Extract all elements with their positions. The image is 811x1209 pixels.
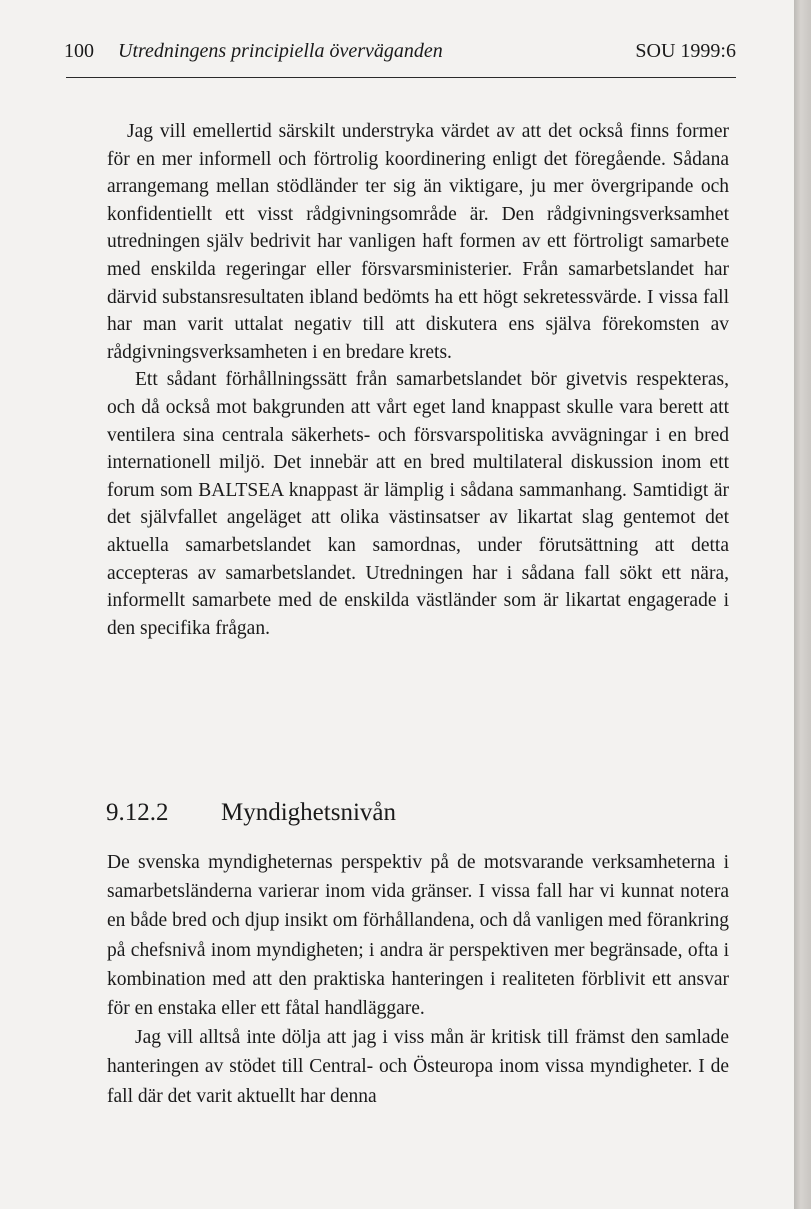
adjacent-page-edge <box>794 0 811 1209</box>
page-number: 100 <box>64 40 94 62</box>
section-body-text <box>107 848 729 1111</box>
series-reference: SOU 1999:6 <box>635 40 736 62</box>
paragraph: Ett sådant förhållningssätt från samarbetslandet bör givetvis respekteras, och då också mot bakgrunden att vårt eget land knappast skulle vara berett att ventilera sina centrala säkerhets- och försvarspolitiska avvägningar i en bred internationell miljö. Det innebär att en bred multilateral diskussion inom ett forum som BALTSEA knappast är lämplig i sådana sammanhang. Samtidigt är det självfallet angeläget att olika västinsatser av likartat slag gentemot det aktuella samarbetslandet kan samordnas, under förutsättning att detta accepteras av samarbetslandet. Utredningen har i sådana fall sökt ett nära, informellt samarbete med de enskilda västländer som är likartat engagerade i den specifika frågan. <box>107 369 729 639</box>
page-header <box>64 40 736 70</box>
header-rule <box>66 77 736 78</box>
paragraph: Jag vill emellertid särskilt understryka värdet av att det också finns former för en mer informell och förtrolig koordinering enligt det föregående. Sådana arrangemang mellan stödländer ter sig än viktigare, ju mer övergripande och konfidentiellt ett visst rådgivningsområde är. Den rådgivningsverksamhet utredningen själv bedrivit har vanligen haft formen av ett förtroligt samarbete med enskilda regeringar eller försvarsministerier. Från samarbetslandet har därvid substansresultaten ibland bedömts ha ett högt sekretessvärde. I vissa fall har man varit uttalat negativ till att diskutera ens själva förekomsten av rådgivningsverksamheten i en bredare krets. <box>107 121 729 363</box>
section-title: Myndighetsnivån <box>221 799 396 826</box>
running-title: Utredningens principiella överväganden <box>118 40 443 62</box>
body-text <box>107 118 729 642</box>
paragraph: De svenska myndigheternas perspektiv på de motsvarande verksamheterna i samarbetsländerna varierar inom vida gränser. I vissa fall har vi kunnat notera en både bred och djup insikt om förhållandena, och då vanligen med förankring på chefsnivå inom myndigheten; i andra är perspektiven mer begränsade, ofta i kombination med att den praktiska hanteringen i realiteten förblivit ett ansvar för en enstaka eller ett fåtal handläggare. <box>107 852 729 1020</box>
paragraph: Jag vill alltså inte dölja att jag i viss mån är kritisk till främst den samlade hanteringen av stödet till Central- och Östeuropa inom vissa myndigheter. I de fall där det varit aktuellt har denna <box>107 1027 729 1107</box>
section-number: 9.12.2 <box>106 799 169 826</box>
section-heading <box>106 799 396 827</box>
